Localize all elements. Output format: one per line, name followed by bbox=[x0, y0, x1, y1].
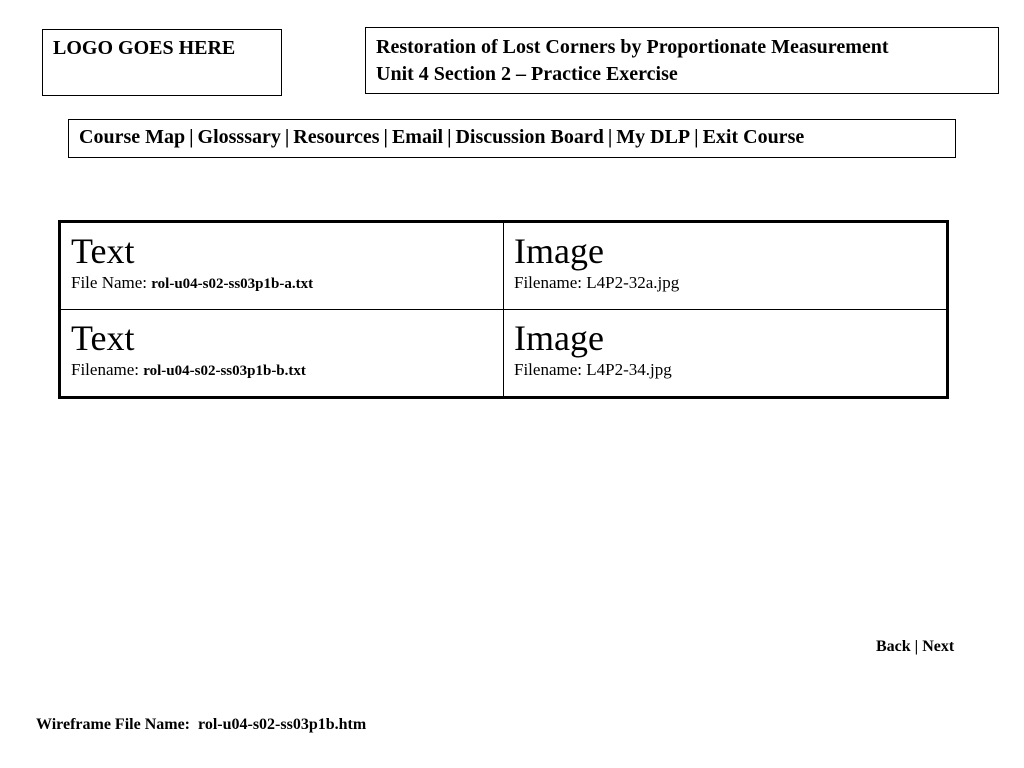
cell-heading: Text bbox=[71, 231, 135, 271]
nav-separator: | bbox=[284, 126, 290, 148]
cell-heading: Image bbox=[514, 231, 604, 271]
nav-exit-course-link[interactable]: Exit Course bbox=[702, 126, 805, 148]
table-row bbox=[60, 310, 948, 398]
nav-separator: | bbox=[607, 126, 613, 148]
nav-separator: | bbox=[447, 126, 452, 148]
image-cell bbox=[504, 222, 948, 310]
nav-email-link[interactable]: Email bbox=[391, 126, 444, 148]
cell-filename: Filename: L4P2-34.jpg bbox=[514, 360, 672, 379]
filename-label: Filename: bbox=[71, 360, 144, 379]
pager-separator: | bbox=[914, 638, 919, 655]
nav-separator: | bbox=[189, 126, 194, 148]
image-cell bbox=[504, 310, 948, 398]
nav-resources-link[interactable]: Resources bbox=[293, 126, 380, 148]
cell-filename: Filename: L4P2-32a.jpg bbox=[514, 273, 680, 292]
course-navigation bbox=[68, 119, 956, 158]
nav-course-map-link[interactable]: Course Map bbox=[79, 126, 186, 148]
nav-my-dlp-link[interactable]: My DLP bbox=[616, 126, 691, 148]
nav-separator: | bbox=[383, 126, 388, 148]
page-title-box bbox=[365, 27, 999, 94]
nav-separator: | bbox=[694, 126, 699, 148]
next-link[interactable]: Next bbox=[922, 638, 955, 655]
cell-heading: Image bbox=[514, 318, 604, 358]
text-cell bbox=[60, 222, 504, 310]
filename-label: File Name: bbox=[71, 273, 152, 292]
table-row bbox=[60, 222, 948, 310]
filename-value: rol-u04-s02-ss03p1b-b.txt bbox=[143, 363, 306, 379]
text-cell bbox=[60, 310, 504, 398]
page-subtitle: Unit 4 Section 2 – Practice Exercise bbox=[376, 63, 678, 85]
filename-value: rol-u04-s02-ss03p1b-a.txt bbox=[151, 276, 314, 292]
cell-heading: Text bbox=[71, 318, 135, 358]
logo-placeholder bbox=[42, 29, 282, 96]
pager bbox=[876, 638, 954, 656]
page-title: Restoration of Lost Corners by Proportionate Measurement bbox=[376, 36, 889, 58]
cell-filename bbox=[71, 273, 493, 293]
back-link[interactable]: Back bbox=[876, 638, 911, 655]
cell-filename bbox=[71, 360, 493, 380]
logo-text: LOGO GOES HERE bbox=[53, 37, 236, 59]
nav-discussion-board-link[interactable]: Discussion Board bbox=[455, 126, 604, 148]
wireframe-filename: Wireframe File Name: rol-u04-s02-ss03p1b.htm bbox=[36, 716, 367, 733]
nav-glossary-link[interactable]: Glosssary bbox=[197, 126, 281, 148]
content-table bbox=[58, 220, 949, 399]
